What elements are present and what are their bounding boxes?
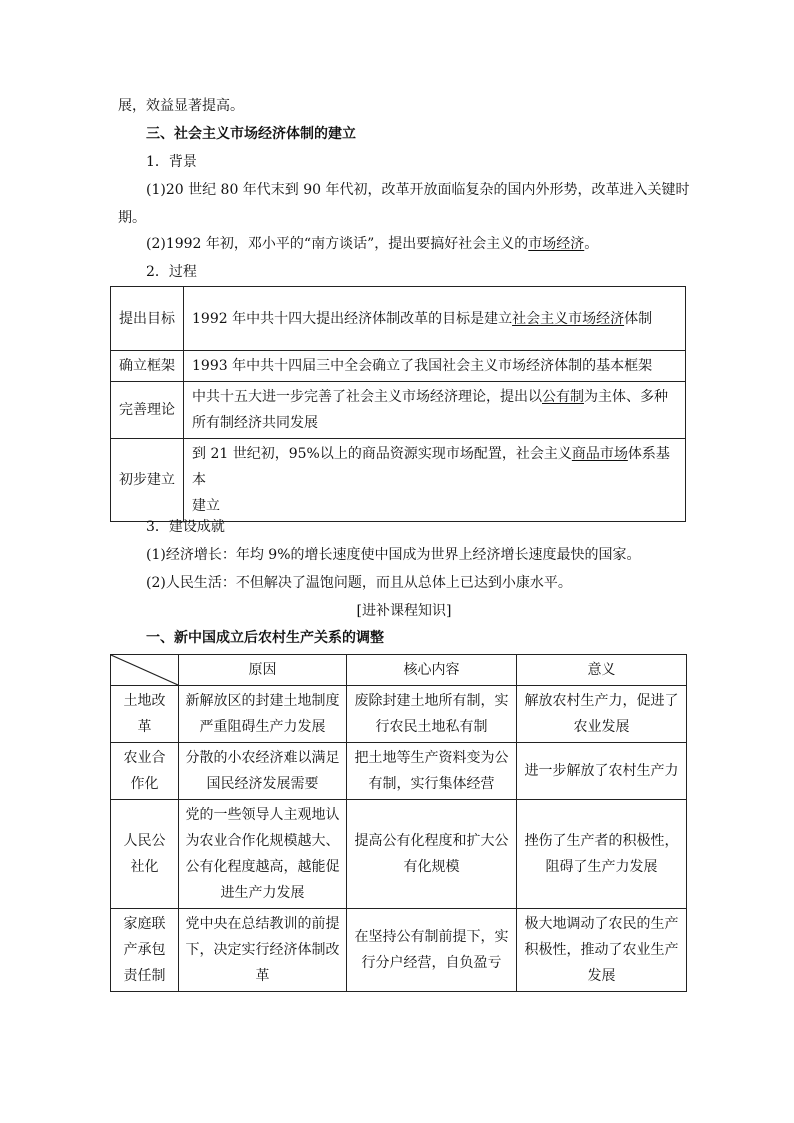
rural-relations-table [110,654,687,992]
cell-line: 新解放区的封建土地制度 [185,693,340,709]
table-row [111,743,687,800]
underlined-public-ownership: 公有制 [542,389,584,405]
row-label [111,800,179,909]
table-row [111,439,686,522]
achievement-2: (2)人民生活：不但解决了温饱问题，而且从总体上已达到小康水平。 [146,575,572,591]
row-label-theory: 完善理论 [111,382,184,439]
cell-line: 把土地等生产资料变为公 [354,750,509,766]
label-line: 责任制 [123,968,166,984]
cell-line: 阻碍了生产力发展 [545,859,658,875]
cell-line: 积极性，推动了农业生产 [524,942,679,958]
label-line: 产承包 [123,942,166,958]
core-cell [347,686,517,743]
row-label-framework: 确立框架 [111,351,184,382]
meaning-cell [517,743,687,800]
cell-line: 国民经济发展需要 [206,776,319,792]
goal-pre: 1992 年中共十四大提出经济体制改革的目标是建立 [192,310,513,327]
theory-post: 为主体、多种 [584,389,668,405]
goal-post: 体制 [624,310,653,327]
row-text-initial [184,439,686,522]
core-cell [347,800,517,909]
cell-line: 分散的小农经济难以满足 [185,750,340,766]
cell-line: 下，决定实行经济体制改 [185,942,340,958]
underlined-commodity-market: 商品市场 [571,446,628,462]
label-line: 社化 [130,859,159,875]
cell-line: 进一步解放了农村生产力 [524,763,679,779]
subsection-achievements-title: 3．建设成就 [146,519,225,535]
background-item-1-line1: (1)20 世纪 80 年代末到 90 年代初，改革开放面临复杂的国内外形势，改革进入关键时 [146,182,690,198]
table-row [111,800,687,909]
theory-line2: 所有制经济共同发展 [192,415,318,431]
label-line: 革 [137,719,152,735]
meaning-cell [517,800,687,909]
table-row [111,686,687,743]
row-label [111,686,179,743]
diagonal-header-cell [111,655,179,686]
cell-line: 在坚持公有制前提下，实 [354,929,509,945]
subsection-background-title: 1．背景 [146,154,197,170]
core-cell [347,743,517,800]
reason-cell [179,686,347,743]
achievement-1: (1)经济增长：年均 9%的增长速度使中国成为世界上经济增长速度最快的国家。 [146,547,641,563]
cell-line: 行分户经营，自负盈亏 [361,955,502,971]
supplement-heading: [进补课程知识] [356,603,452,619]
cell-line: 有制，实行集体经营 [368,776,495,792]
section3-title: 三、社会主义市场经济体制的建立 [146,126,356,142]
row-text-goal [184,287,686,351]
background-item-1-line2: 期。 [118,210,146,226]
cell-line: 极大地调动了农民的生产 [524,916,679,932]
subsection-process-title: 2．过程 [146,264,197,280]
background-item-2-pre: (2)1992 年初，邓小平的“南方谈话”，提出要搞好社会主义的 [146,236,529,252]
row-text-theory [184,382,686,439]
initial-pre: 到 21 世纪初，95%以上的商品资源实现市场配置，社会主义 [192,446,572,462]
initial-line1 [192,441,677,493]
cell-line: 解放农村生产力，促进了 [524,693,679,709]
row-label [111,743,179,800]
cell-line: 革 [255,968,270,984]
cell-line: 提高公有化程度和扩大公 [354,833,509,849]
cell-line: 严重阻碍生产力发展 [199,719,326,735]
row-label [111,909,179,992]
process-table [110,286,686,522]
table-row [111,287,686,351]
label-line: 人民公 [123,833,166,849]
row-text-framework: 1993 年中共十四届三中全会确立了我国社会主义市场经济体制的基本框架 [184,351,686,382]
cell-line: 党的一些领导人主观地认 [185,807,340,823]
row-label-goal: 提出目标 [111,287,184,351]
table-row [111,909,687,992]
label-line: 作化 [130,776,159,792]
cell-line: 挫伤了生产者的积极性， [524,833,679,849]
reason-cell [179,909,347,992]
meaning-cell [517,909,687,992]
header-core: 核心内容 [347,655,517,686]
row-label-initial: 初步建立 [111,439,184,522]
label-line: 农业合 [123,750,166,766]
initial-post: 体系基本 [192,446,670,488]
cell-line: 行农民土地私有制 [375,719,488,735]
section1-title: 一、新中国成立后农村生产关系的调整 [146,630,384,646]
theory-line1 [192,384,677,410]
cell-line: 农业发展 [573,719,630,735]
header-meaning: 意义 [517,655,687,686]
initial-line2: 建立 [192,498,220,514]
background-item-2 [118,230,718,258]
core-cell [347,909,517,992]
reason-cell [179,800,347,909]
background-item-2-post: 。 [584,236,599,252]
diagonal-line [111,655,178,685]
label-line: 土地改 [123,693,166,709]
cell-line: 公有化程度越高，越能促 [185,859,340,875]
table-row [111,351,686,382]
cell-line: 进生产力发展 [220,885,305,901]
underlined-socialist-market-economy: 社会主义市场经济 [512,310,625,327]
meaning-cell [517,686,687,743]
cell-line: 发展 [587,968,616,984]
cell-line: 有化规模 [403,859,460,875]
theory-pre: 中共十五大进一步完善了社会主义市场经济理论，提出以 [192,389,542,405]
table-header-row [111,655,687,686]
cell-line: 党中央在总结教训的前提 [185,916,340,932]
cell-line: 为农业合作化规模越大、 [185,833,340,849]
table-row [111,382,686,439]
header-reason: 原因 [179,655,347,686]
cell-line: 废除封建土地所有制，实 [354,693,509,709]
label-line: 家庭联 [123,916,166,932]
text-line-continuation: 展，效益显著提高。 [118,98,244,114]
reason-cell [179,743,347,800]
underlined-market-economy: 市场经济 [528,236,585,252]
